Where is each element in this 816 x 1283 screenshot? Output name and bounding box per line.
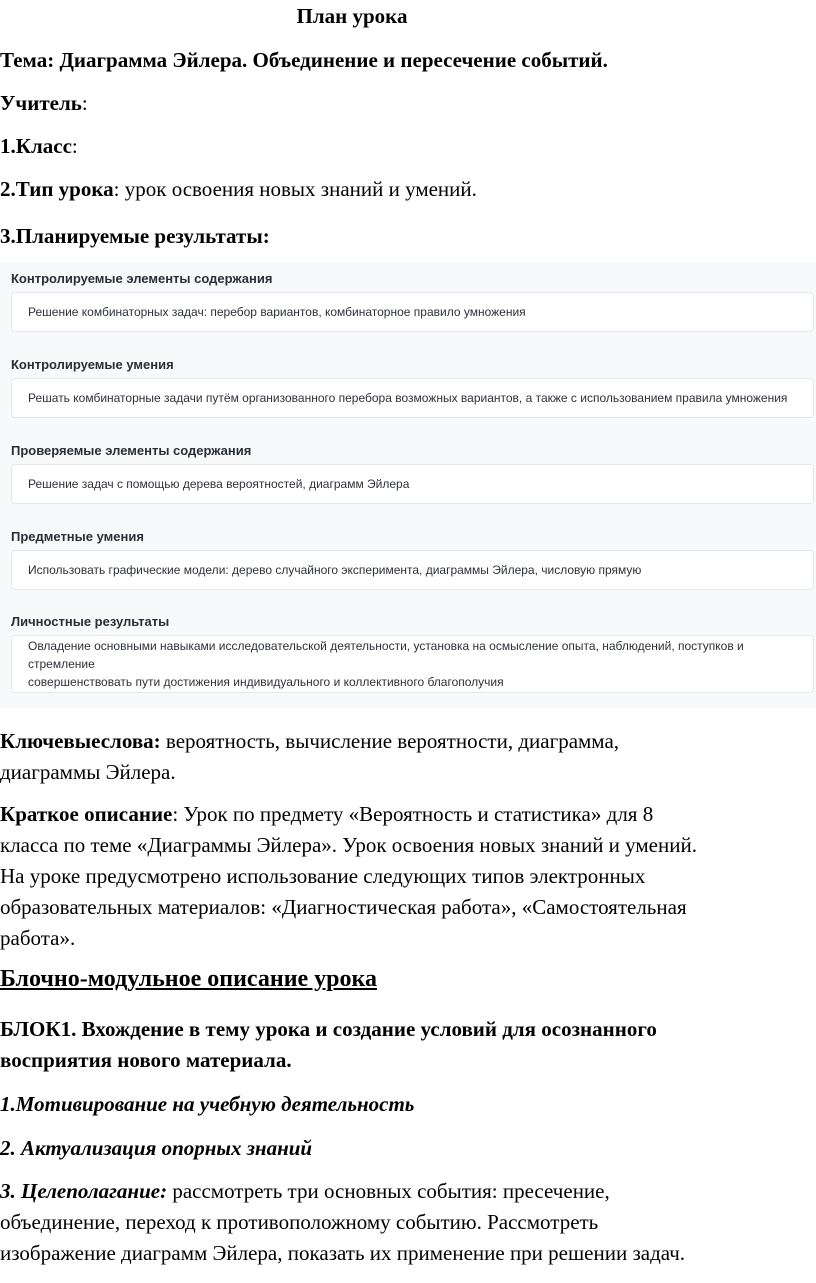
section-text: Решение задач с помощью дерева вероятностей, диаграмм Эйлера (28, 477, 410, 491)
summary-text: работа». (0, 926, 76, 950)
section-text: Решение комбинаторных задач: перебор вариантов, комбинаторное правило умножения (28, 305, 526, 319)
block-description-heading: Блочно-модульное описание урока (0, 966, 377, 992)
class-line (0, 131, 78, 162)
summary-text: образовательных материалов: «Диагностическая работа», «Самостоятельная (0, 895, 687, 919)
section-content-box (11, 378, 814, 418)
summary-text: : Урок по предмету «Вероятность и статистика» для 8 (172, 802, 654, 826)
lesson-type-value: : урок освоения новых знаний и умений. (113, 177, 477, 201)
lesson-type-line (0, 174, 477, 205)
topic-value: Диаграмма Эйлера. Объединение и пересечение событий. (54, 48, 608, 72)
lesson-type-label: 2.Тип урока (0, 177, 114, 201)
section-text: Решать комбинаторные задачи путём организованного перебора возможных вариантов, а также с использованием правила умножения (28, 391, 788, 405)
section-title: Предметные умения (11, 529, 144, 544)
class-suffix: : (71, 134, 78, 158)
section-content-box (11, 464, 814, 504)
summary-text: На уроке предусмотрено использование следующих типов электронных (0, 864, 646, 888)
step-goal-setting (0, 1176, 685, 1269)
block1-line: БЛОК1. Вхождение в тему урока и создание условий для осознанного (0, 1017, 657, 1041)
section-title: Контролируемые умения (11, 357, 174, 372)
class-label: 1.Класс (0, 134, 72, 158)
topic-line (0, 48, 608, 73)
page-title: План урока (296, 4, 408, 28)
planned-results-heading: 3.Планируемые результаты: (0, 224, 270, 248)
block1-line: восприятия нового материала. (0, 1048, 292, 1072)
keywords-text: диаграммы Эйлера. (0, 760, 176, 784)
step-motivation: 1.Мотивирование на учебную деятельность (0, 1092, 415, 1116)
section-title: Личностные результаты (11, 614, 170, 629)
section-title: Контролируемые элементы содержания (11, 271, 273, 286)
step-actualization: 2. Актуализация опорных знаний (0, 1136, 313, 1160)
planned-results-card (0, 262, 816, 708)
goal-setting-text: рассмотреть три основных события: пресечение, (167, 1179, 610, 1203)
keywords-text: вероятность, вычисление вероятности, диаграмма, (160, 729, 620, 753)
teacher-line (0, 88, 88, 119)
section-content-box (11, 550, 814, 590)
block1-heading (0, 1014, 657, 1076)
section-content-box (11, 635, 814, 693)
section-content-box (11, 292, 814, 332)
goal-setting-text: объединение, переход к противоположному событию. Рассмотреть (0, 1210, 599, 1234)
section-text-line: Овладение основными навыками исследовательской деятельности, установка на осмысление опыта, наблюдений, поступков и стремление (28, 639, 744, 671)
goal-setting-label: 3. Целеполагание: (0, 1179, 168, 1203)
summary-label: Краткое описание (0, 802, 173, 826)
summary-paragraph (0, 799, 697, 954)
teacher-suffix: : (81, 91, 88, 115)
keywords-paragraph (0, 726, 619, 788)
section-text-line: совершенствовать пути достижения индивидуального и коллективного благополучия (28, 675, 504, 689)
keywords-label: Ключевыеслова: (0, 729, 161, 753)
section-text: Использовать графические модели: дерево случайного эксперимента, диаграммы Эйлера, числовую прямую (28, 563, 642, 577)
topic-label: Тема: (0, 48, 55, 72)
section-title: Проверяемые элементы содержания (11, 443, 252, 458)
teacher-label: Учитель (0, 91, 82, 115)
summary-text: класса по теме «Диаграммы Эйлера». Урок освоения новых знаний и умений. (0, 833, 697, 857)
goal-setting-text: изображение диаграмм Эйлера, показать их применение при решении задач. (0, 1241, 686, 1265)
